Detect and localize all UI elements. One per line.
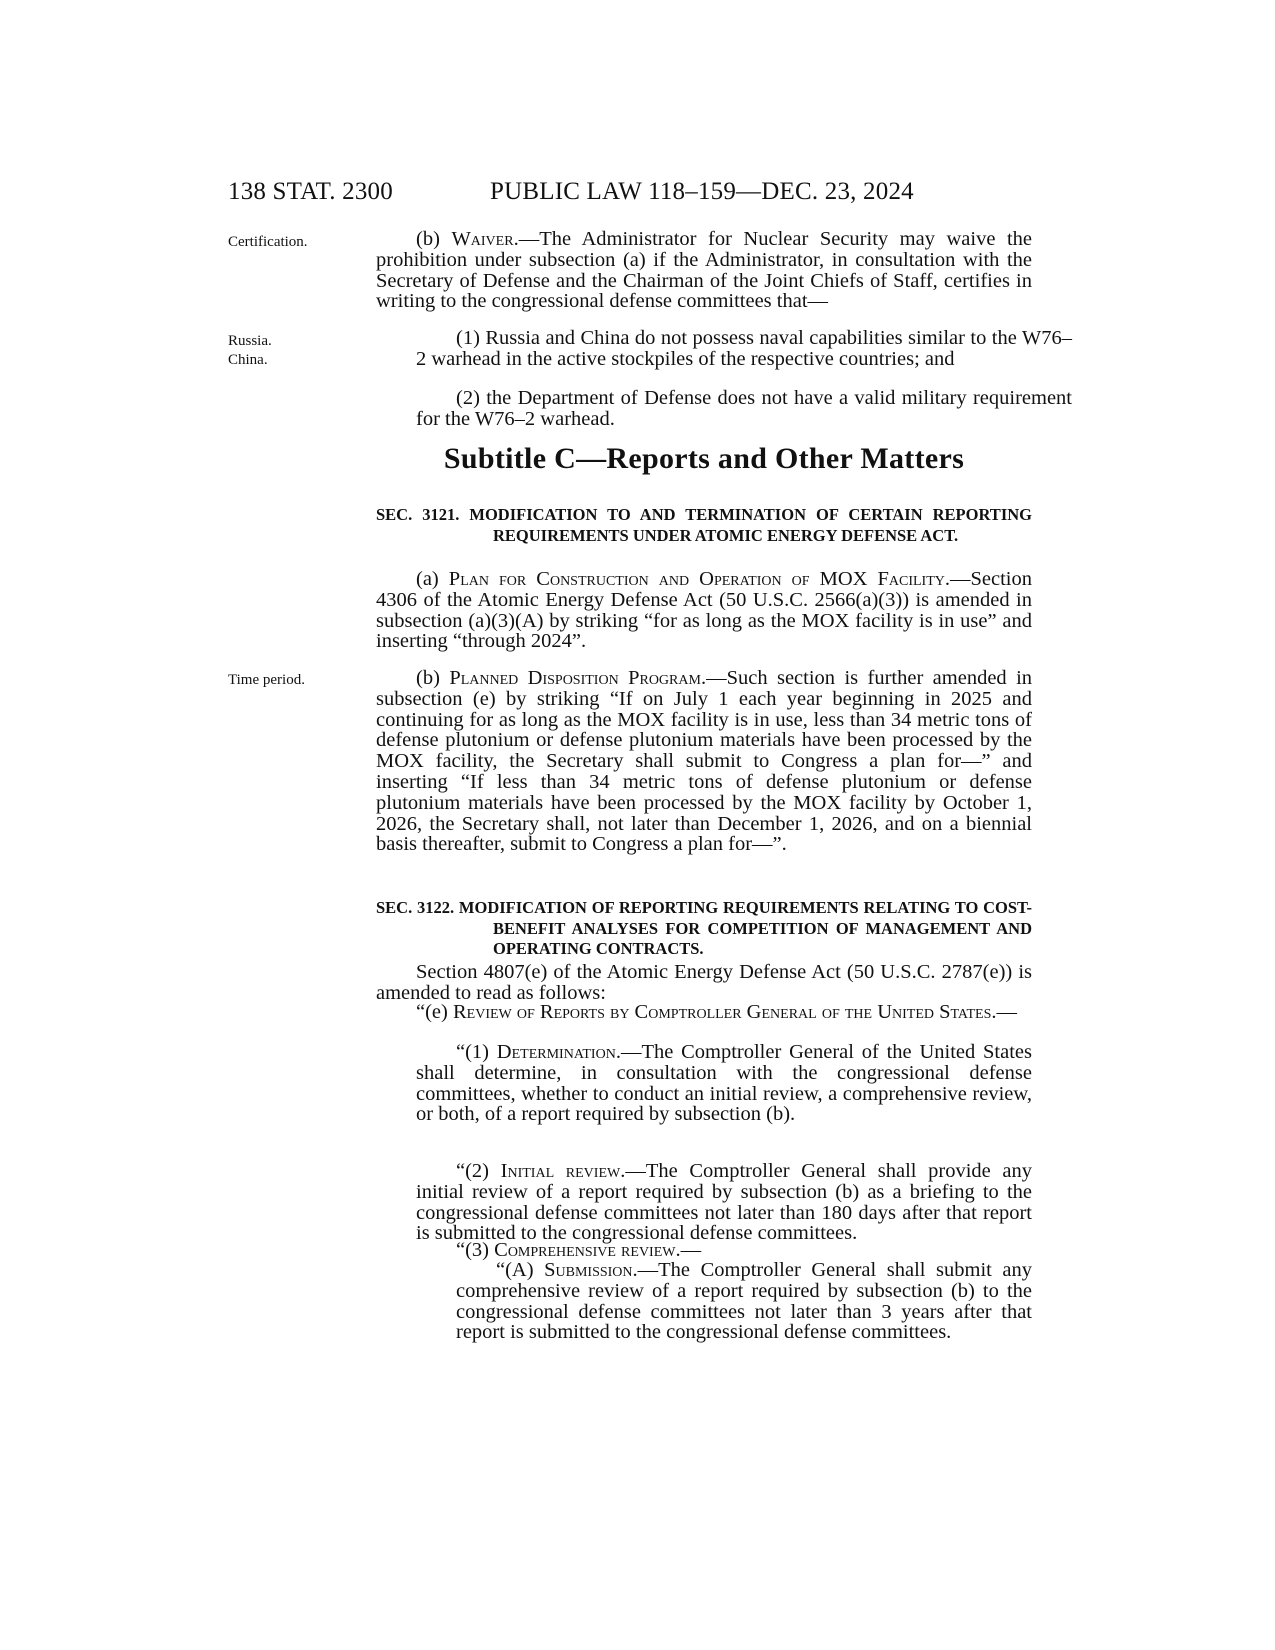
section-3122-pA-heading: Submission (544, 1259, 633, 1281)
section-3122-p3-heading: Comprehensive review (494, 1239, 676, 1261)
section-3122-e-heading: Review of Reports by Comptroller General of the United States (452, 1001, 992, 1023)
section-3122-p1 (376, 1042, 1032, 1125)
subtitle-heading: Subtitle C—Reports and Other Matters (443, 442, 965, 475)
waiver-item-2 (376, 388, 1072, 430)
section-3122-p2-body (416, 1161, 1032, 1244)
section-3122-p2-text: .—The Comptroller General shall provide any initial review of a report required by subsection (b) as a briefing to the congressional defense committees not later than 180 days after that report is submitted to the congressional defense committees. (416, 1160, 1032, 1245)
section-3122-p3-tail: .— (675, 1239, 702, 1261)
section-3122-e (376, 1002, 1032, 1023)
section-3121-a-heading: Plan for Construction and Operation of MOX Facility (448, 568, 945, 590)
section-3122-p1-text: .—The Comptroller General of the United States shall determine, in consultation with the congressional defense committees, whether to conduct an initial review, a comprehensive review, or both, of a report required by subsection (b). (416, 1041, 1032, 1126)
section-3122-p2-lead: “(2) (456, 1160, 501, 1182)
section-3121-a-lead: (a) (416, 568, 449, 590)
waiver-item-1-text: (1) Russia and China do not possess naval capabilities similar to the W76–2 warhead in the active stockpiles of the respective countries; and (416, 327, 1072, 370)
section-3122-heading (376, 898, 1032, 960)
margin-note-russia: Russia. (228, 333, 272, 349)
section-3122-pA-lead: “(A) (496, 1259, 545, 1281)
waiver-text: .—The Administrator for Nuclear Security may waive the prohibition under subsection (a) if the Administrator, in consultation with the Secretary of Defense and the Chairman of the Joint Chiefs of Staff, certifies in writing to the congressional defense committees that— (376, 228, 1032, 313)
section-3121-b-text: .—Such section is further amended in subsection (e) by striking “If on July 1 each year beginning in 2025 and continuing for as long as the MOX facility is in use, less than 34 metric tons of defense plutonium or defense plutonium materials have been processed by the MOX facility, the Secretary shall submit to Congress a plan for—” and inserting “If less than 34 metric tons of defense plutonium or defense plutonium materials have been processed by the MOX facility by October 1, 2026, the Secretary shall, not later than December 1, 2026, and on a biennial basis thereafter, submit to Congress a plan for—”. (376, 667, 1033, 856)
margin-note-china: China. (228, 352, 268, 368)
law-title: PUBLIC LAW 118–159—DEC. 23, 2024 (490, 178, 914, 205)
section-3122-p3-lead: “(3) (456, 1239, 495, 1261)
stat-page-number: 138 STAT. 2300 (228, 178, 393, 205)
section-3121-b (376, 668, 1032, 855)
section-3122-p1-lead: “(1) (456, 1041, 497, 1063)
waiver-item-2-text: (2) the Department of Defense does not have a valid military requirement for the W76–2 warhead. (416, 387, 1072, 430)
section-3122-p2 (376, 1161, 1032, 1244)
section-3122-p3 (376, 1240, 1032, 1261)
waiver-paragraph (376, 229, 1032, 312)
section-3121-a (376, 569, 1032, 652)
section-3121-heading (376, 505, 1032, 546)
section-3122-p2-heading: Initial review (500, 1160, 621, 1182)
waiver-lead: (b) (416, 228, 452, 250)
section-3122-p1-body (416, 1042, 1032, 1125)
waiver-item-1 (376, 328, 1072, 370)
section-3121-b-heading: Planned Disposition Program (449, 667, 701, 689)
section-3122-e-lead: “(e) (416, 1001, 453, 1023)
margin-note-time-period: Time period. (228, 672, 305, 688)
section-3122-intro: Section 4807(e) of the Atomic Energy Defense Act (50 U.S.C. 2787(e)) is amended to read as follows: (376, 961, 1032, 1004)
section-3122-heading-text: SEC. 3122. MODIFICATION OF REPORTING REQUIREMENTS RELATING TO COST-BENEFIT ANALYSES FOR COMPETITION OF MANAGEMENT AND OPERATING CONTRACTS. (376, 898, 1032, 958)
section-3121-heading-text: SEC. 3121. MODIFICATION TO AND TERMINATION OF CERTAIN REPORTING REQUIREMENTS UNDER ATOMIC ENERGY DEFENSE ACT. (376, 505, 1032, 545)
section-3122-e-tail: .— (991, 1001, 1018, 1023)
section-3122-pA (376, 1260, 1032, 1343)
section-3121-b-lead: (b) (416, 667, 450, 689)
section-3121-a-text: .—Section 4306 of the Atomic Energy Defense Act (50 U.S.C. 2566(a)(3)) is amended in subsection (a)(3)(A) by striking “for as long as the MOX facility is in use” and inserting “through 2024”. (376, 568, 1032, 653)
waiver-heading: Waiver (451, 228, 514, 250)
section-3122-p1-heading: Determination (496, 1041, 616, 1063)
margin-note-certification: Certification. (228, 234, 308, 250)
section-3122-pA-body (456, 1260, 1032, 1343)
section-3122-pA-text: .—The Comptroller General shall submit any comprehensive review of a report required by subsection (b) to the congressional defense committees not later than 3 years after that report is submitted to the congressional defense committees. (456, 1259, 1032, 1344)
